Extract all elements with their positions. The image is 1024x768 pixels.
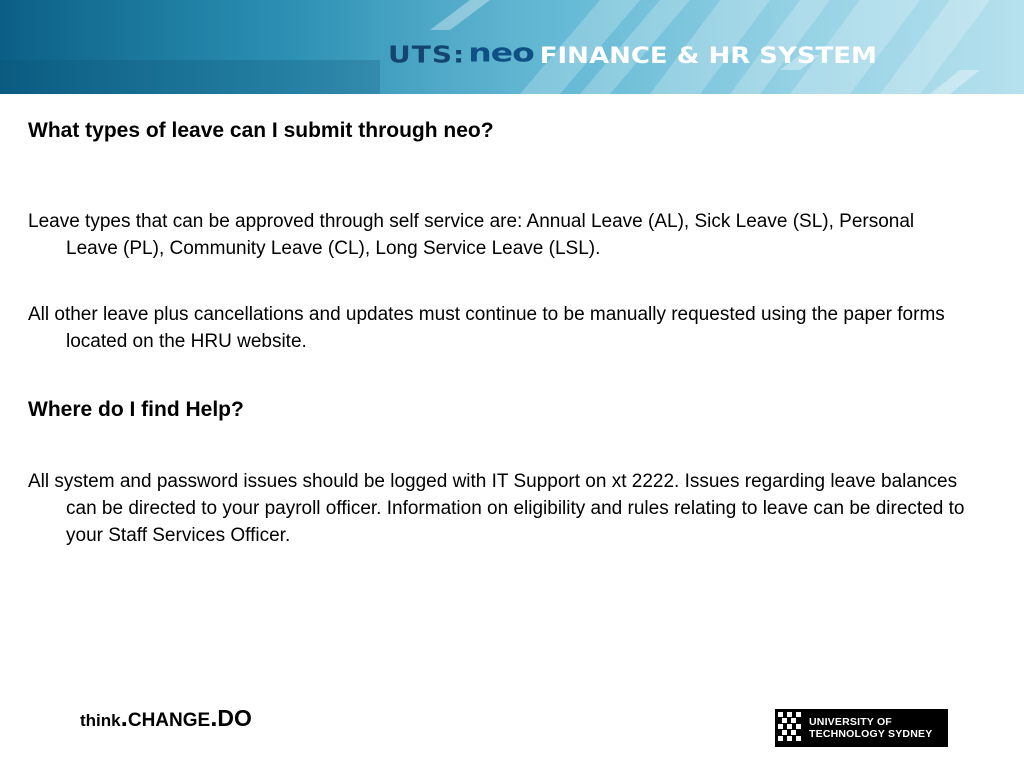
brand-uts: UTS:	[388, 40, 466, 69]
leave-types-paragraph: Leave types that can be approved through self service are: Annual Leave (AL), Sick Leave (SL), Personal Leave (PL), Community Leave (CL), Long Service Leave (LSL).	[28, 211, 915, 259]
question-heading-help: Where do I find Help?	[28, 398, 244, 421]
uts-emblem-icon	[777, 711, 803, 745]
header-banner	[0, 0, 1024, 94]
manual-request-paragraph: All other leave plus cancellations and updates must continue to be manually requested using the paper forms located on the HRU website.	[28, 304, 945, 352]
brand-system-name: FINANCE & HR SYSTEM	[539, 43, 877, 69]
tagline-dot-1: .	[120, 702, 128, 732]
logo-line-1: UNIVERSITY OF	[809, 716, 892, 728]
system-brand-title	[388, 33, 877, 69]
tagline-dot-2: .	[210, 702, 218, 732]
logo-line-2: TECHNOLOGY SYDNEY	[809, 728, 933, 740]
tagline-change: CHANGE	[127, 710, 211, 731]
uts-logo-text	[809, 716, 932, 740]
help-paragraph: All system and password issues should be logged with IT Support on xt 2222. Issues regarding leave balances can be directed to your payroll officer. Information on eligibility and rules relating to leave can be directed to your Staff Services Officer.	[28, 471, 965, 546]
uts-logo	[775, 709, 948, 747]
footer-tagline	[80, 702, 252, 732]
tagline-think: think	[80, 711, 121, 730]
brand-neo: neo	[468, 37, 534, 68]
tagline-do: DO	[217, 705, 252, 731]
question-heading-leave-types: What types of leave can I submit through neo?	[28, 119, 494, 142]
